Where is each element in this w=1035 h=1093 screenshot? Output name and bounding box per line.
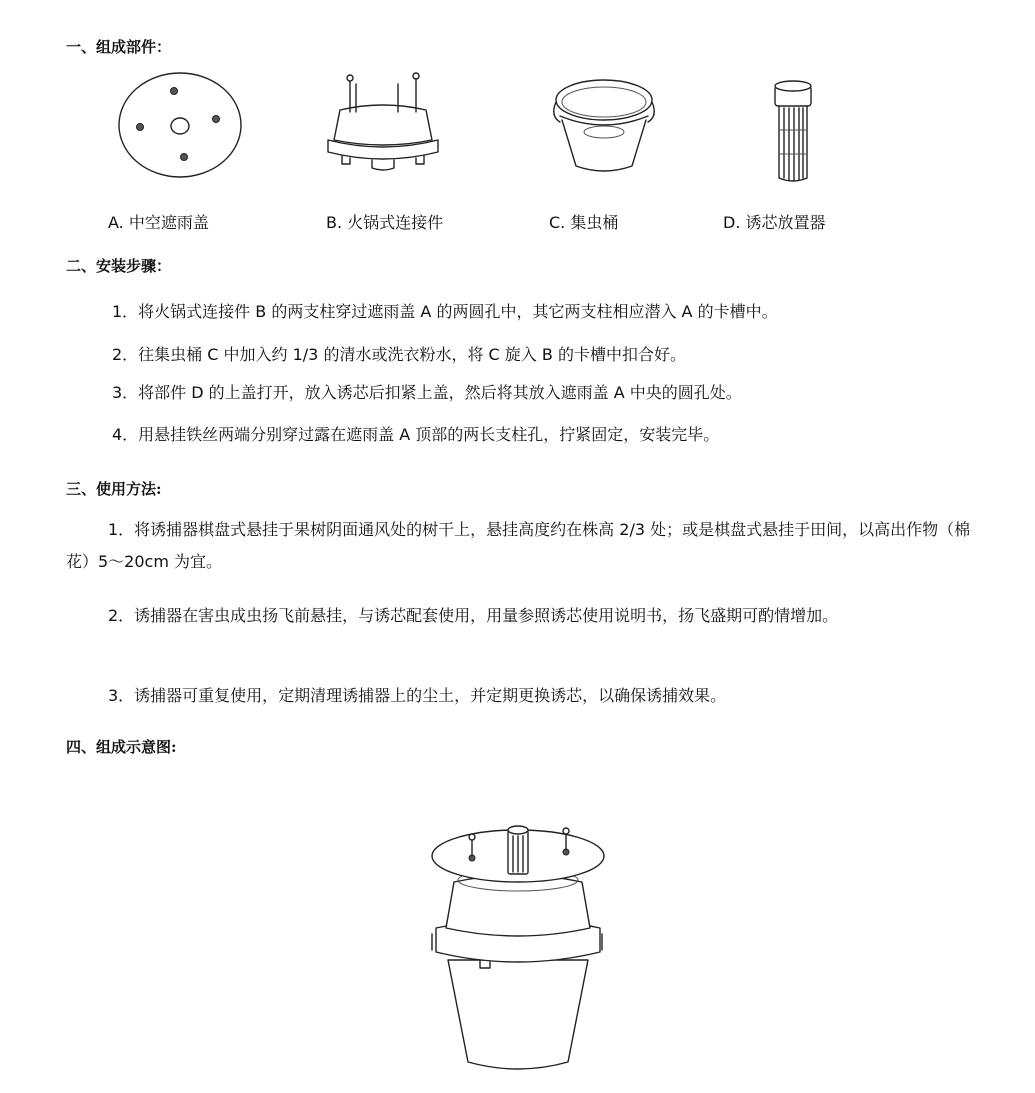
installation-step-3: 3．将部件 D 的上盖打开，放入诱芯后扣紧上盖，然后将其放入遮雨盖 A 中央的圆孔处。 — [112, 383, 742, 402]
rain-cover-icon — [117, 70, 247, 180]
section-heading-diagram: 四、组成示意图: — [66, 738, 177, 756]
part-caption-a: A. 中空遮雨盖 — [108, 213, 209, 232]
usage-paragraph-3: 3．诱捕器可重复使用，定期清理诱捕器上的尘土，并定期更换诱芯，以确保诱捕效果。 — [108, 686, 727, 705]
installation-step-1: 1．将火锅式连接件 B 的两支柱穿过遮雨盖 A 的两圆孔中，其它两支柱相应潜入 A 的卡槽中。 — [112, 302, 778, 321]
part-caption-d: D. 诱芯放置器 — [723, 213, 826, 232]
component-parts-row — [0, 70, 1035, 245]
usage-paragraph-1: 1．将诱捕器棋盘式悬挂于果树阴面通风处的树干上，悬挂高度约在株高 2/3 处；或是棋盘式悬挂于田间，以高出作物（棉花）5～20cm 为宜。 — [66, 520, 971, 571]
collection-bucket-icon — [550, 70, 660, 180]
section-heading-usage: 三、使用方法: — [66, 480, 162, 498]
assembled-trap-icon — [420, 810, 610, 1080]
lure-holder-icon — [765, 70, 825, 190]
section-heading-components: 一、组成部件： — [66, 38, 172, 56]
part-caption-b: B. 火锅式连接件 — [326, 213, 444, 232]
section-heading-installation: 二、安装步骤： — [66, 257, 172, 275]
hotpot-connector-icon — [320, 70, 450, 180]
installation-step-4: 4．用悬挂铁丝两端分别穿过露在遮雨盖 A 顶部的两长支柱孔，拧紧固定，安装完毕。 — [112, 425, 720, 444]
usage-paragraph-2: 2．诱捕器在害虫成虫扬飞前悬挂，与诱芯配套使用，用量参照诱芯使用说明书，扬飞盛期可酌情增加。 — [108, 606, 839, 625]
installation-step-2: 2．往集虫桶 C 中加入约 1/3 的清水或洗衣粉水，将 C 旋入 B 的卡槽中扣合好。 — [112, 345, 686, 364]
part-caption-c: C. 集虫桶 — [549, 213, 619, 232]
